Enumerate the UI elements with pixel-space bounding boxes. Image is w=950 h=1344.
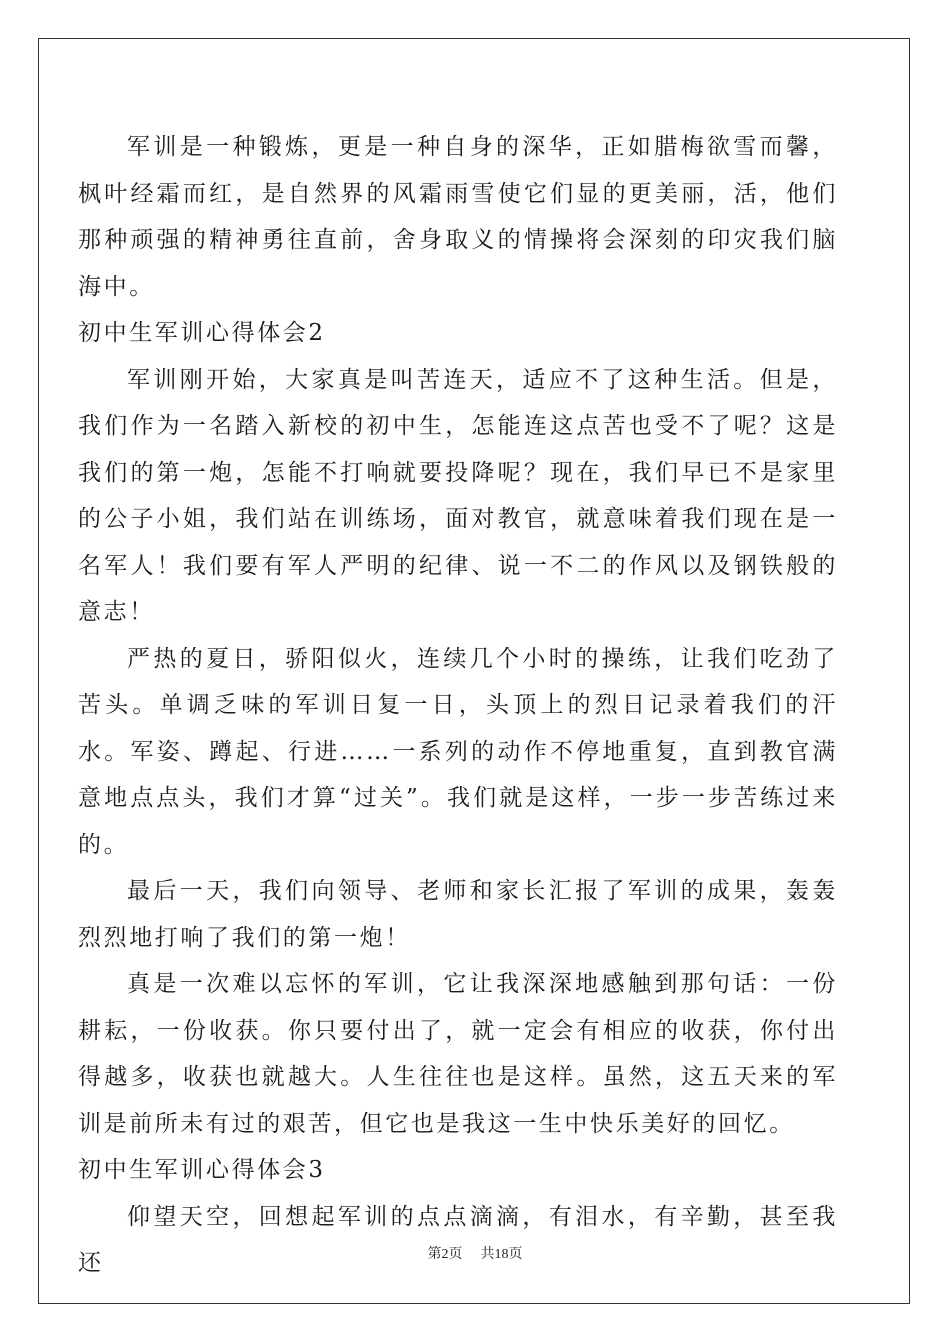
paragraph: 军训是一种锻炼，更是一种自身的深华，正如腊梅欲雪而馨，枫叶经霜而红，是自然界的风霜雨雪使它们显的更美丽，活，他们那种顽强的精神勇往直前，舍身取义的情操将会深刻的印灾我们脑海中。 [78,134,838,300]
page-number: 第2页 [427,1247,463,1262]
paragraph: 真是一次难以忘怀的军训，它让我深深地感触到那句话：一份耕耘，一份收获。你只要付出了，就一定会有相应的收获，你付出得越多，收获也就越大。人生往往也是这样。虽然，这五天来的军训是前所未有过的艰苦，但它也是我这一生中快乐美好的回忆。 [78,971,838,1137]
paragraph: 军训刚开始，大家真是叫苦连天，适应不了这种生活。但是，我们作为一名踏入新校的初中生，怎能连这点苦也受不了呢？这是我们的第一炮，怎能不打响就要投降呢？现在，我们早已不是家里的公子小姐，我们站在训练场，面对教官，就意味着我们现在是一名军人！我们要有军人严明的纪律、说一不二的作风以及钢铁般的意志！ [78,366,838,625]
document-body [78,124,838,1287]
page-footer [0,1243,950,1263]
section-heading: 初中生军训心得体会3 [78,1157,326,1183]
paragraph: 最后一天，我们向领导、老师和家长汇报了军训的成果，轰轰烈烈地打响了我们的第一炮！ [78,878,838,951]
section-heading: 初中生军训心得体会2 [78,320,326,346]
paragraph: 仰望天空，回想起军训的点点滴滴，有泪水，有辛勤，甚至我还 [78,1203,838,1276]
page-total: 共18页 [480,1247,523,1262]
paragraph: 严热的夏日，骄阳似火，连续几个小时的操练，让我们吃劲了苦头。单调乏味的军训日复一日，头顶上的烈日记录着我们的汗水。军姿、蹲起、行进……一系列的动作不停地重复，直到教官满意地点点头，我们才算“过关”。我们就是这样，一步一步苦练过来的。 [78,645,838,858]
